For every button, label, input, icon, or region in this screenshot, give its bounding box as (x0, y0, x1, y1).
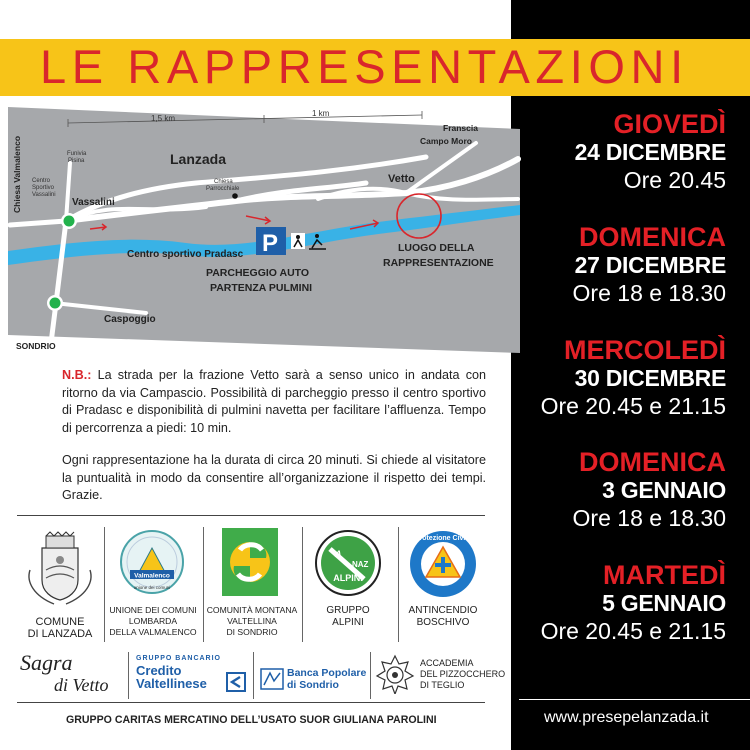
alpini-logo-icon (314, 529, 382, 597)
sagra-di-vetto-logo: Sagra di Vetto (20, 650, 109, 695)
logo-caption-antincendio: ANTINCENDIO BOSCHIVO (408, 605, 478, 628)
svg-text:Valmalenco: Valmalenco (134, 572, 170, 580)
logo-caption-valmalenco: UNIONE DEI COMUNI LOMBARDA DELLA VALMALENCO (109, 605, 197, 637)
banca-popolare-mark-icon (260, 668, 284, 690)
svg-text:Protezione Civile: Protezione Civile (414, 535, 472, 542)
event-5 (541, 560, 726, 646)
event-day: MARTEDÌ (603, 560, 726, 590)
label-centro-sportivo-vassalini: Centro Sportivo Vassalini (32, 178, 56, 198)
label-centro-sportivo-pradasc: Centro sportivo Pradasc (127, 249, 244, 260)
event-day: DOMENICA (579, 222, 726, 252)
event-date: 3 GENNAIO (602, 477, 726, 503)
roundabout-1 (64, 216, 75, 227)
lanzada-crest-icon (20, 530, 100, 612)
footer-divider (519, 699, 750, 700)
location-map (6, 103, 522, 353)
protezione-civile-logo-icon (408, 529, 478, 599)
nb-label: N.B.: (62, 368, 92, 382)
logo-separator (104, 527, 105, 642)
logo-separator (302, 527, 303, 642)
logo-caption-comunita: COMUNITÀ MONTANA VALTELLINA DI SONDRIO (206, 605, 298, 637)
event-time: Ore 20.45 (623, 167, 726, 193)
website-link[interactable]: www.presepelanzada.it (544, 709, 709, 726)
label-funivia: Funivia Pisina (67, 151, 87, 164)
accademia-pizzocchero-logo: ACCADEMIA DEL PIZZOCCHERO DI TEGLIO (420, 658, 506, 690)
svg-text:ALPINI: ALPINI (333, 573, 363, 583)
event-date: 5 GENNAIO (602, 590, 726, 616)
event-time: Ore 20.45 e 21.15 (540, 618, 726, 644)
label-vassalini: Vassalini (72, 197, 115, 208)
title-bar (0, 39, 750, 96)
logo-separator (398, 527, 399, 642)
logo-separator (253, 652, 254, 699)
label-sondrio: SONDRIO (16, 341, 56, 351)
divider-bottom (17, 702, 485, 703)
nb-text: La strada per la frazione Vetto sarà a senso unico in andata con ritorno da via Campascio. Possibilità di parcheggio presso il centro sportivo di Pradasc e disponibilità di pulmini navetta per facilitare l’affluenza. Tempo di percorrenza a piedi: 10 min. (62, 368, 486, 435)
svg-text:NAZ: NAZ (352, 560, 369, 569)
label-franscia: Franscia (443, 123, 478, 133)
label-lanzada: Lanzada (170, 151, 227, 167)
label-parcheggio: PARCHEGGIO AUTO PARTENZA PULMINI (206, 267, 313, 294)
event-time: Ore 18 e 18.30 (572, 280, 726, 306)
label-luogo: LUOGO DELLA RAPPRESENTAZIONE (383, 242, 494, 269)
church-dot (232, 193, 238, 199)
valmalenco-logo-icon (118, 528, 186, 600)
event-4 (573, 447, 726, 533)
comunita-montana-logo-icon (222, 528, 278, 596)
credito-mark-icon (226, 672, 246, 692)
logo-separator (370, 652, 371, 699)
event-time: Ore 20.45 e 21.15 (540, 393, 726, 419)
note-duration: Ogni rappresentazione ha la durata di circa 20 minuti. Si chiede al visitatore la puntualità in modo da consentire all’organizzazione il rispetto dei tempi. Grazie. (62, 453, 486, 502)
event-date: 30 DICEMBRE (574, 365, 726, 391)
roundabout-2 (50, 298, 61, 309)
label-campo-moro: Campo Moro (420, 136, 472, 146)
footer-caritas: GRUPPO CARITAS MERCATINO DELL’USATO SUOR GIULIANA PAROLINI (66, 714, 437, 726)
note-nb (62, 367, 486, 437)
credito-valtellinese-logo: GRUPPO BANCARIO Credito Valtellinese (136, 655, 222, 691)
logo-separator (128, 652, 129, 699)
event-time: Ore 18 e 18.30 (572, 505, 726, 531)
label-caspoggio: Caspoggio (104, 314, 156, 325)
page-title: LE RAPPRESENTAZIONI (40, 40, 689, 93)
parking-letter: P (262, 230, 279, 257)
event-1 (575, 109, 726, 195)
event-day: DOMENICA (579, 447, 726, 477)
event-date: 27 DICEMBRE (574, 252, 726, 278)
event-date: 24 DICEMBRE (574, 139, 726, 165)
distance-label-2: 1 km (312, 109, 330, 118)
label-chiesa-parrocchiale: Chiesa Parrocchiale (206, 179, 240, 192)
svg-text:A: A (335, 549, 342, 559)
event-3 (541, 335, 726, 421)
logo-caption-alpini: GRUPPO ALPINI (326, 605, 370, 628)
label-chiesa-valmalenco: Chiesa Valmalenco (12, 135, 22, 213)
label-vetto: Vetto (388, 173, 415, 185)
logo-separator (203, 527, 204, 642)
accademia-emblem-icon (375, 654, 415, 694)
logo-caption-lanzada: COMUNE DI LANZADA (27, 616, 93, 640)
banca-popolare-logo: Banca Popolare di Sondrio (287, 667, 367, 691)
event-day: MERCOLEDÌ (564, 335, 726, 365)
event-2 (573, 222, 726, 308)
distance-label-1: 1,5 km (151, 114, 176, 123)
event-day: GIOVEDÌ (613, 109, 726, 139)
svg-text:unione dei comuni: unione dei comuni (133, 585, 171, 590)
divider-top (17, 515, 485, 516)
